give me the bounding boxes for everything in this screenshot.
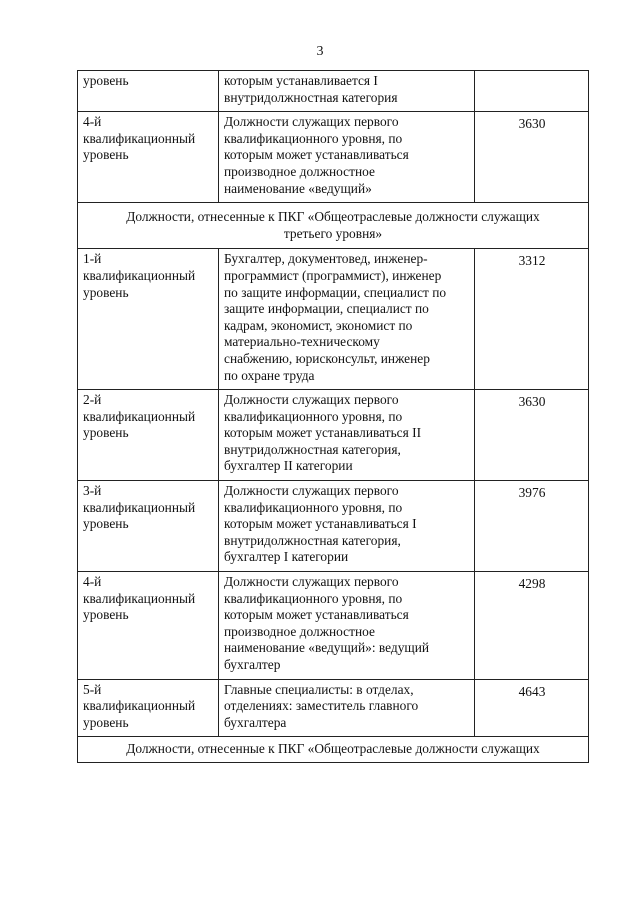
- qualification-level-cell: [78, 249, 219, 390]
- table-row: [78, 112, 589, 203]
- qualification-level-text: 1-й квалификационный уровень: [83, 251, 196, 300]
- group-header-row: [78, 737, 589, 763]
- qualification-level-cell: [78, 71, 219, 112]
- qualification-level-cell: [78, 481, 219, 572]
- salary-value-cell: [475, 249, 589, 390]
- group-header-row: [78, 203, 589, 249]
- qualification-level-text: 4-й квалификационный уровень: [83, 114, 196, 163]
- salary-value-text: 4298: [518, 576, 546, 592]
- group-header-cell: [78, 203, 589, 249]
- salary-value-cell: [475, 112, 589, 203]
- table-row: [78, 390, 589, 481]
- salary-value-cell: [475, 390, 589, 481]
- position-description-cell: [219, 679, 475, 737]
- salary-value-cell: [475, 679, 589, 737]
- qualification-level-text: 5-й квалификационный уровень: [83, 681, 196, 730]
- group-header-text: Должности, отнесенные к ПКГ «Общеотраслевые должности служащих: [126, 741, 540, 757]
- qualification-level-cell: [78, 112, 219, 203]
- position-description-cell: [219, 572, 475, 680]
- salary-table-body: [78, 71, 589, 763]
- salary-value-cell: [475, 481, 589, 572]
- table-row: [78, 71, 589, 112]
- position-description-text: Главные специалисты: в отделах, отделениях: заместитель главного бухгалтера: [224, 681, 419, 730]
- position-description-text: Должности служащих первого квалификационного уровня, по которым может устанавливаться производное должностное наименование «ведущий»: ведущий бухгалтер: [224, 574, 430, 672]
- qualification-level-text: 3-й квалификационный уровень: [83, 483, 196, 532]
- position-description-cell: [219, 71, 475, 112]
- qualification-level-text: 4-й квалификационный уровень: [83, 574, 196, 623]
- qualification-level-cell: [78, 572, 219, 680]
- salary-value-text: 3976: [518, 485, 546, 501]
- position-description-text: которым устанавливается I внутридолжностная категория: [224, 73, 398, 105]
- qualification-level-cell: [78, 390, 219, 481]
- position-description-cell: [219, 249, 475, 390]
- qualification-level-text: уровень: [83, 73, 129, 88]
- page-number: 3: [316, 44, 324, 59]
- position-description-cell: [219, 112, 475, 203]
- table-row: [78, 679, 589, 737]
- salary-value-text: 3312: [518, 253, 546, 269]
- position-description-text: Должности служащих первого квалификационного уровня, по которым может устанавливаться I внутридолжностная категория, бухгалтер I категории: [224, 483, 417, 565]
- position-description-text: Должности служащих первого квалификационного уровня, по которым может устанавливаться производное должностное наименование «ведущий»: [224, 114, 409, 196]
- table-row: [78, 572, 589, 680]
- table-row: [78, 481, 589, 572]
- salary-value-text: 4643: [518, 683, 546, 699]
- salary-value-cell: [475, 572, 589, 680]
- salary-value-text: 3630: [518, 116, 546, 132]
- salary-table: [77, 70, 589, 763]
- qualification-level-text: 2-й квалификационный уровень: [83, 392, 196, 441]
- table-row: [78, 249, 589, 390]
- position-description-cell: [219, 390, 475, 481]
- position-description-text: Должности служащих первого квалификационного уровня, по которым может устанавливаться II внутридолжностная категория, бухгалтер II категории: [224, 392, 422, 474]
- position-description-cell: [219, 481, 475, 572]
- salary-value-cell: [475, 71, 589, 112]
- group-header-cell: [78, 737, 589, 763]
- group-header-text: Должности, отнесенные к ПКГ «Общеотраслевые должности служащих третьего уровня»: [126, 209, 540, 241]
- position-description-text: Бухгалтер, документовед, инженер- программист (программист), инженер по защите информации, специалист по защите информации, специалист по кадрам, экономист, экономист по материально-техническому снабжению, юрисконсульт, инженер по охране труда: [224, 251, 447, 383]
- qualification-level-cell: [78, 679, 219, 737]
- salary-value-text: 3630: [518, 394, 546, 410]
